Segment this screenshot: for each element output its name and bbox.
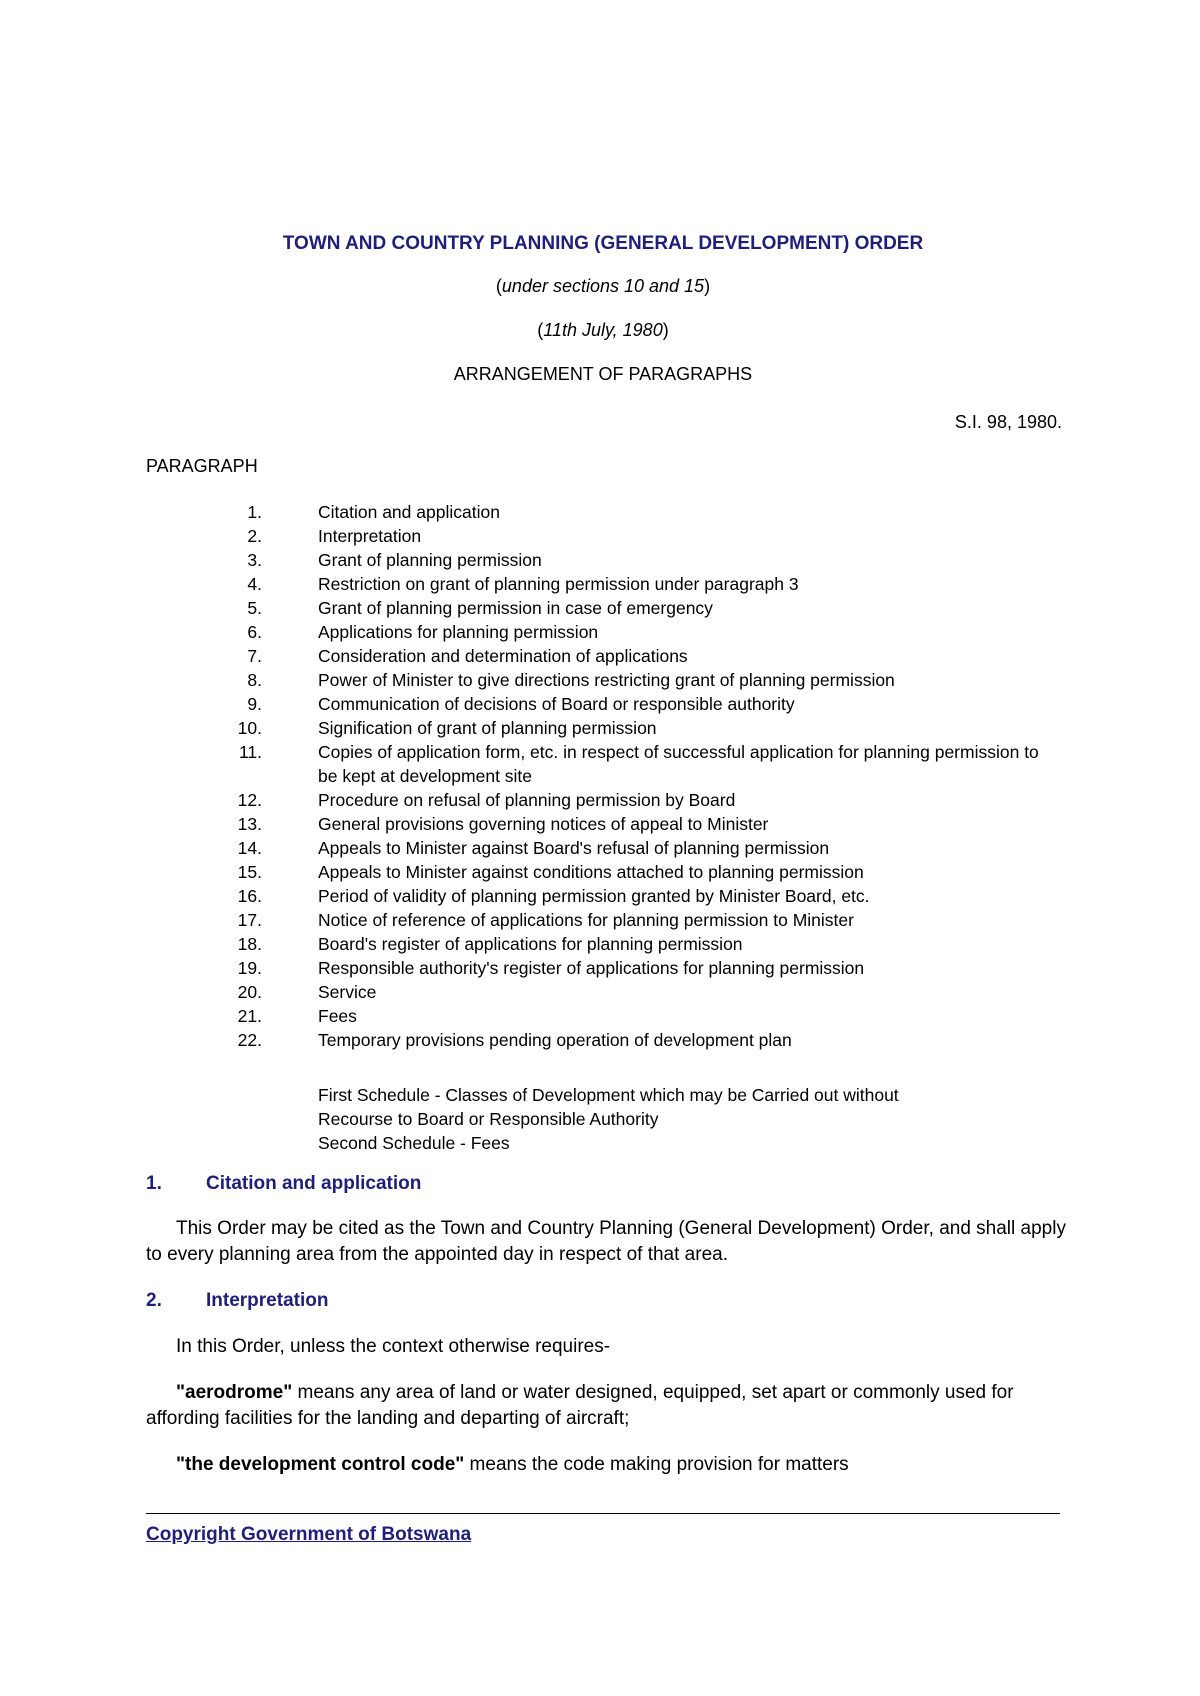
toc-item	[200, 668, 1080, 692]
toc-item-number: 6.	[247, 622, 262, 642]
toc-item-number: 3.	[247, 550, 262, 570]
under-sections-line: (under sections 10 and 15)	[495, 276, 711, 296]
toc-item-title: General provisions governing notices of appeal to Minister	[318, 814, 769, 834]
toc-item	[200, 932, 1080, 956]
paragraph-column-label: PARAGRAPH	[146, 456, 258, 476]
copyright-link[interactable]: Copyright Government of Botswana	[146, 1524, 472, 1545]
definition-development-control-code	[146, 1452, 1066, 1478]
toc-item	[200, 908, 1080, 932]
toc-item-number: 4.	[247, 574, 262, 594]
toc-item-number: 18.	[237, 934, 262, 954]
toc-item-title: Period of validity of planning permission granted by Minister Board, etc.	[318, 886, 870, 906]
toc-item	[200, 788, 1080, 812]
schedules-list	[318, 1083, 899, 1155]
definition-dcc-term: "the development control code"	[176, 1454, 465, 1475]
toc-item	[200, 836, 1080, 860]
toc-item-number: 7.	[247, 646, 262, 666]
toc-item-title: Board's register of applications for planning permission	[318, 934, 743, 954]
section-1-number: 1.	[146, 1173, 162, 1194]
toc-item-number: 16.	[237, 886, 262, 906]
definition-aerodrome-text: means any area of land or water designed, equipped, set apart or commonly used for affording facilities for the landing and departing of aircraft;	[146, 1382, 1014, 1429]
toc-item	[200, 572, 1080, 596]
toc-item	[200, 716, 1080, 740]
toc-item	[200, 620, 1080, 644]
toc-item-number: 1.	[247, 502, 262, 522]
order-date: 11th July, 1980	[543, 320, 663, 340]
toc-item	[200, 740, 1080, 788]
toc-item-number: 22.	[237, 1030, 262, 1050]
toc-item-number: 14.	[237, 838, 262, 858]
toc-item	[200, 524, 1080, 548]
section-1-text: This Order may be cited as the Town and Country Planning (General Development) Order, and shall apply to every planning area from the appointed day in respect of that area.	[146, 1218, 1066, 1265]
toc-item	[200, 1028, 1080, 1052]
arrangement-heading: ARRANGEMENT OF PARAGRAPHS	[453, 364, 753, 384]
section-1-title: Citation and application	[206, 1173, 422, 1194]
section-2-heading	[146, 1290, 328, 1312]
toc-item-title: Consideration and determination of applications	[318, 646, 688, 666]
toc-item-title: Notice of reference of applications for planning permission to Minister	[318, 910, 854, 930]
toc-item-number: 19.	[237, 958, 262, 978]
document-title: TOWN AND COUNTRY PLANNING (GENERAL DEVELOPMENT) ORDER	[282, 233, 924, 254]
toc-item-title: Power of Minister to give directions restricting grant of planning permission	[318, 670, 895, 690]
toc-item	[200, 860, 1080, 884]
toc-item	[200, 812, 1080, 836]
definition-aerodrome-term: "aerodrome"	[176, 1382, 293, 1403]
toc-item-title: Temporary provisions pending operation of development plan	[318, 1030, 792, 1050]
toc-item-title: Restriction on grant of planning permission under paragraph 3	[318, 574, 799, 594]
toc-item-title: Appeals to Minister against Board's refusal of planning permission	[318, 838, 830, 858]
toc-item	[200, 956, 1080, 980]
toc-item	[200, 500, 1080, 524]
toc-item-number: 5.	[247, 598, 262, 618]
toc-item-title: Signification of grant of planning permission	[318, 718, 657, 738]
toc-item-number: 12.	[237, 790, 262, 810]
toc-item-number: 21.	[237, 1006, 262, 1026]
definition-aerodrome	[146, 1380, 1066, 1432]
toc-item-title: Grant of planning permission in case of emergency	[318, 598, 713, 618]
toc-item-number: 13.	[237, 814, 262, 834]
toc-item	[200, 1004, 1080, 1028]
toc-item-title: Copies of application form, etc. in respect of successful application for planning permission to be kept at development site	[318, 742, 1039, 786]
section-1-heading	[146, 1173, 421, 1195]
toc-item-title: Interpretation	[318, 526, 422, 546]
section-2-intro: In this Order, unless the context otherwise requires-	[176, 1336, 611, 1357]
toc-item-number: 17.	[237, 910, 262, 930]
toc-item	[200, 980, 1080, 1004]
toc-item-title: Citation and application	[318, 502, 500, 522]
toc-item-title: Service	[318, 982, 377, 1002]
toc-item-number: 15.	[237, 862, 262, 882]
first-schedule-line-1: First Schedule - Classes of Development which may be Carried out without	[318, 1085, 899, 1105]
statutory-instrument-ref: S.I. 98, 1980.	[954, 412, 1062, 432]
toc-item-title: Procedure on refusal of planning permission by Board	[318, 790, 736, 810]
toc-item	[200, 644, 1080, 668]
toc-item	[200, 548, 1080, 572]
definition-dcc-text: means the code making provision for matters	[464, 1454, 849, 1475]
table-of-contents	[200, 500, 1080, 1052]
toc-item-number: 10.	[237, 718, 262, 738]
toc-item-number: 9.	[247, 694, 262, 714]
toc-item-title: Fees	[318, 1006, 357, 1026]
toc-item-title: Appeals to Minister against conditions attached to planning permission	[318, 862, 864, 882]
section-2-title: Interpretation	[206, 1290, 329, 1311]
toc-item	[200, 884, 1080, 908]
toc-item-title: Responsible authority's register of applications for planning permission	[318, 958, 865, 978]
toc-item-number: 20.	[237, 982, 262, 1002]
toc-item	[200, 596, 1080, 620]
first-schedule-line-2: Recourse to Board or Responsible Authority	[318, 1109, 659, 1129]
section-2-number: 2.	[146, 1290, 162, 1311]
second-schedule: Second Schedule - Fees	[318, 1133, 510, 1153]
toc-item-number: 2.	[247, 526, 262, 546]
footer-divider	[146, 1513, 1060, 1514]
toc-item-title: Communication of decisions of Board or responsible authority	[318, 694, 795, 714]
toc-item-title: Grant of planning permission	[318, 550, 542, 570]
under-sections-text: under sections 10 and 15	[501, 276, 705, 296]
date-line: (11th July, 1980)	[537, 320, 669, 340]
toc-item	[200, 692, 1080, 716]
toc-item-number: 11.	[238, 742, 262, 762]
toc-item-number: 8.	[247, 670, 262, 690]
toc-item-title: Applications for planning permission	[318, 622, 599, 642]
